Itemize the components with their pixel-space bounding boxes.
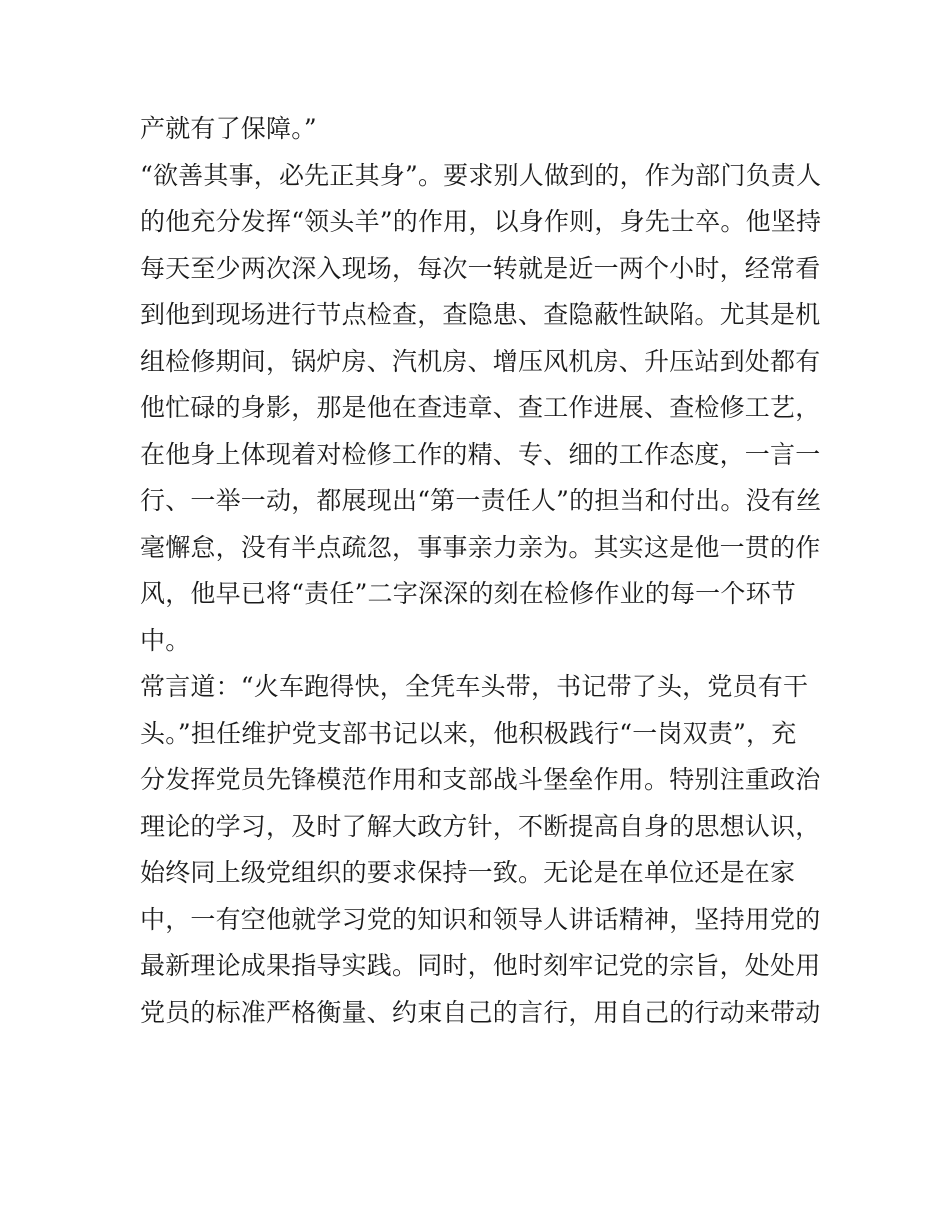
text-line: 党员的标准严格衡量、约束自己的言行，用自己的行动来带动 xyxy=(140,997,821,1027)
text-line: 他忙碌的身影，那是他在查违章、查工作进展、查检修工艺， xyxy=(140,393,821,422)
text-line: 最新理论成果指导实践。同时，他时刻牢记党的宗旨，处处用 xyxy=(140,951,821,980)
text-line: 产就有了保障。” xyxy=(140,114,317,143)
text-line: 的他充分发挥“领头羊”的作用，以身作则，身先士卒。他坚持 xyxy=(140,207,822,236)
text-line: 始终同上级党组织的要求保持一致。无论是在单位还是在家 xyxy=(140,858,796,887)
text-line: 组检修期间，锅炉房、汽机房、增压风机房、升压站到处都有 xyxy=(140,346,821,376)
text-line: “欲善其事，必先正其身”。要求别人做到的，作为部门负责人 xyxy=(140,160,822,190)
text-line: 行、一举一动，都展现出“第一责任人”的担当和付出。没有丝 xyxy=(140,486,822,515)
text-line: 分发挥党员先锋模范作用和支部战斗堡垒作用。特别注重政治 xyxy=(140,765,821,794)
text-line: 头。”担任维护党支部书记以来，他积极践行“一岗双责”，充 xyxy=(140,718,797,748)
text-line: 常言道：“火车跑得快，全凭车头带，书记带了头，党员有干 xyxy=(140,672,809,701)
text-line: 每天至少两次深入现场，每次一转就是近一两个小时，经常看 xyxy=(140,253,821,283)
text-line: 到他到现场进行节点检查，查隐患、查隐蔽性缺陷。尤其是机 xyxy=(140,300,821,329)
body-text xyxy=(140,106,820,1036)
text-line: 毫懈怠，没有半点疏忽，事事亲力亲为。其实这是他一贯的作 xyxy=(140,532,821,562)
text-line: 中。 xyxy=(140,625,191,655)
text-line: 中，一有空他就学习党的知识和领导人讲话精神，坚持用党的 xyxy=(140,904,821,934)
text-line: 理论的学习，及时了解大政方针，不断提高自身的思想认识， xyxy=(140,811,821,841)
text-line: 在他身上体现着对检修工作的精、专、细的工作态度，一言一 xyxy=(140,439,821,469)
text-line: 风，他早已将“责任”二字深深的刻在检修作业的每一个环节 xyxy=(140,579,796,608)
